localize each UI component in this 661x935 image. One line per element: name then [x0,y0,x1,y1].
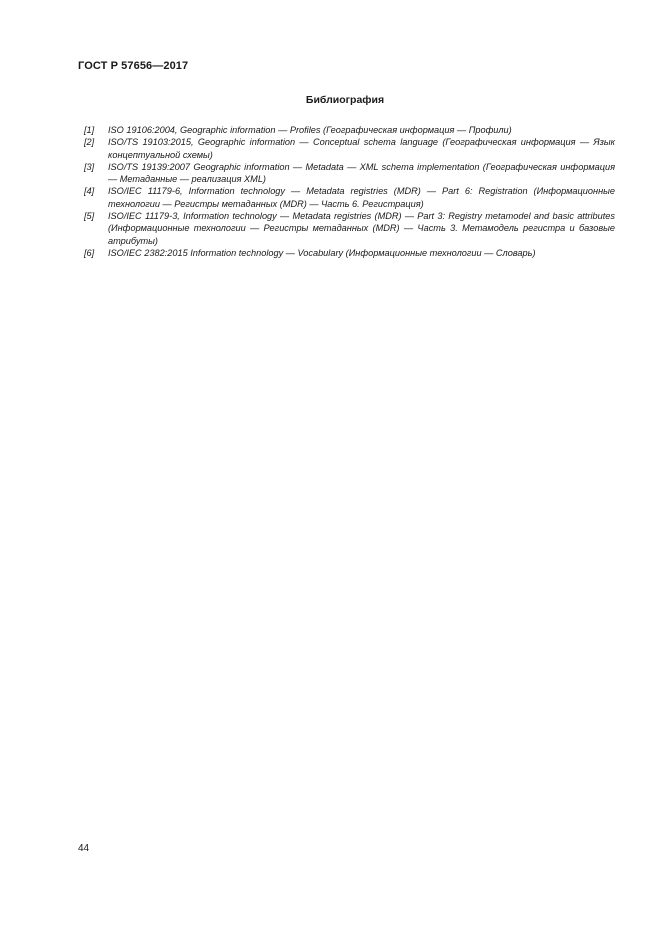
bibliography-item [84,247,615,259]
bibliography-item-text: ISO/IEC 2382:2015 Information technology — Vocabulary (Информационные технологии — Словарь) [108,247,536,258]
bibliography-item-text: ISO/TS 19139:2007 Geographic information — Metadata — XML schema implementation (Географическая информация — Метаданные — реализация XML) [108,161,615,185]
bibliography-item-text: ISO/TS 19103:2015, Geographic information — Conceptual schema language (Географическая информация — Язык концептуальной схемы) [108,137,615,160]
bibliography-item-text: ISO/IEC 11179-3, Information technology — Metadata registries (MDR) — Part 3: Registry metamodel and basic attributes (Информационные технологии — Регистры метаданных (MDR) — Часть 3. Метамодель регистра и базовые атрибуты) [108,211,615,246]
bibliography-item [84,136,615,161]
bibliography-list [84,124,615,259]
standard-code: ГОСТ Р 57656—2017 [78,60,189,72]
bibliography-item [84,210,615,247]
bibliography-item [84,161,615,186]
bibliography-item [84,124,615,136]
bibliography-item [84,185,615,210]
bibliography-item-text: ISO/IEC 11179-6, Information technology — Metadata registries (MDR) — Part 6: Registration (Информационные технологии — Регистры метаданных (MDR) — Часть 6. Регистрация) [108,186,615,209]
bibliography-item-number: [1] [84,125,95,135]
bibliography-item-number: [5] [84,211,95,222]
bibliography-item-number: [6] [84,247,95,258]
page-number: 44 [78,843,90,854]
bibliography-item-number: [3] [84,161,95,172]
bibliography-item-text: ISO 19106:2004, Geographic information — Profiles (Географическая информация — Профили) [108,125,512,135]
bibliography-item-number: [2] [84,137,95,148]
bibliography-item-number: [4] [84,186,95,197]
section-title: Библиография [305,94,385,106]
